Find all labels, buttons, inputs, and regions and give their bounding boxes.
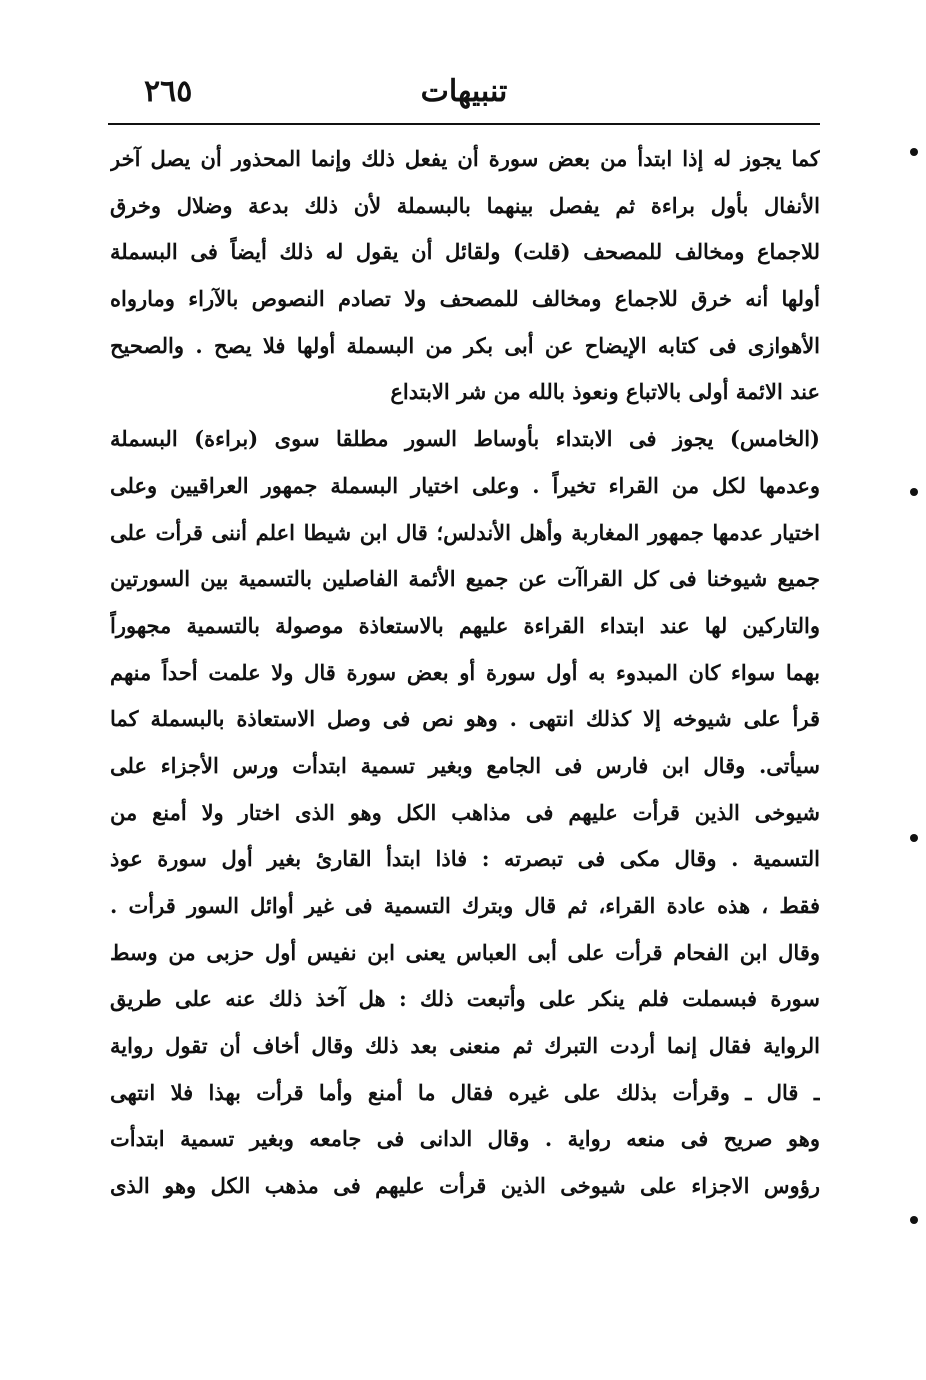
margin-dot-icon bbox=[910, 834, 918, 842]
text-line: جميع شيوخنا فى كل القراآت عن جميع الأئمة الفاصلين بالتسمية بين السورتين bbox=[110, 566, 820, 592]
text-line: كما يجوز له إذا ابتدأ من بعض سورة أن يفعل ذلك وإنما المحذور أن يصل آخر bbox=[110, 146, 820, 171]
text-line: سورة فبسملت فلم ينكر على وأتبعت ذلك : هل آخذ ذلك عنه على طريق bbox=[110, 986, 820, 1012]
text-line: وعدمها لكل من القراء تخيراً . وعلى اختيار البسملة جمهور العراقيين وعلى bbox=[110, 472, 820, 498]
text-line: والتاركين لها عند ابتداء القراءة عليهم بالاستعاذة موصولة بالتسمية مجهوراً bbox=[110, 612, 820, 638]
page-header bbox=[108, 72, 820, 120]
text-line: وهو صريح فى منعه رواية . وقال الدانى فى جامعه وبغير تسمية ابتدأت bbox=[110, 1126, 820, 1152]
text-line: الأهوازى فى كتابه الإيضاح عن أبى بكر من البسملة أولها فلا يصح . والصحيح bbox=[110, 332, 820, 358]
text-line: شيوخى الذين قرأت عليهم فى مذاهب الكل وهو الذى اختار ولا أمنع من bbox=[110, 799, 820, 825]
margin-dot-icon bbox=[910, 488, 918, 496]
page-number: ٢٦٥ bbox=[144, 74, 193, 109]
body-text bbox=[110, 136, 820, 1210]
text-line: سيأتى. وقال ابن فارس فى الجامع وبغير تسمية ابتدأت ورس الأجزاء على bbox=[110, 752, 820, 778]
text-line: رؤوس الاجزاء على شيوخى الذين قرأت عليهم فى مذهب الكل وهو الذى bbox=[110, 1173, 820, 1199]
text-line: ـ قال ـ وقرأت بذلك على غيره فقال ما أمنع وأما قرأت بهذا فلا انتهى bbox=[110, 1079, 820, 1105]
margin-dot-icon bbox=[910, 148, 918, 156]
text-line: للاجماع ومخالف للمصحف (قلت) ولقائل أن يقول له ذلك أيضاً فى البسملة bbox=[110, 239, 820, 265]
text-line: عند الائمة أولى بالاتباع ونعوذ بالله من شر الابتداع bbox=[390, 379, 820, 405]
running-title: تنبيهات bbox=[420, 74, 508, 109]
text-line: التسمية . وقال مكى فى تبصرته : فاذا ابتدأ القارئ بغير أول سورة عوذ bbox=[110, 846, 820, 872]
text-line: (الخامس) يجوز فى الابتداء بأوساط السور مطلقا سوى (براءة) البسملة bbox=[110, 426, 820, 452]
text-line: اختيار عدمها جمهور المغاربة وأهل الأندلس؛ قال ابن شيطا اعلم أننى قرأت على bbox=[110, 519, 820, 545]
text-line: وقال ابن الفحام قرأت على أبى العباس يعنى ابن نفيس أول حزبى من وسط bbox=[110, 939, 820, 965]
text-line: الرواية فقال إنما أردت التبرك ثم منعنى بعد ذلك وقال أخاف أن تقول رواية bbox=[110, 1033, 820, 1059]
margin-dot-icon bbox=[910, 1216, 918, 1224]
text-line: الأنفال بأول براءة ثم يفصل بينهما بالبسملة لأن ذلك بدعة وضلال وخرق bbox=[110, 192, 820, 218]
text-line: فقط ، هذه عادة القراء، ثم قال وبترك التسمية فى غير أوائل السور قرأت . bbox=[110, 893, 820, 918]
text-line: أولها أنه خرق للاجماع ومخالف للمصحف ولا تصادم النصوص بالآراء ومارواه bbox=[110, 286, 820, 312]
text-line: قرأ على شيوخه إلا كذلك انتهى . وهو نص فى وصل الاستعاذة بالبسملة كما bbox=[110, 706, 820, 732]
header-rule bbox=[108, 123, 820, 125]
text-line: بهما سواء كان المبدوء به أول سورة أو بعض سورة قال ولا علمت أحداً منهم bbox=[110, 659, 820, 685]
